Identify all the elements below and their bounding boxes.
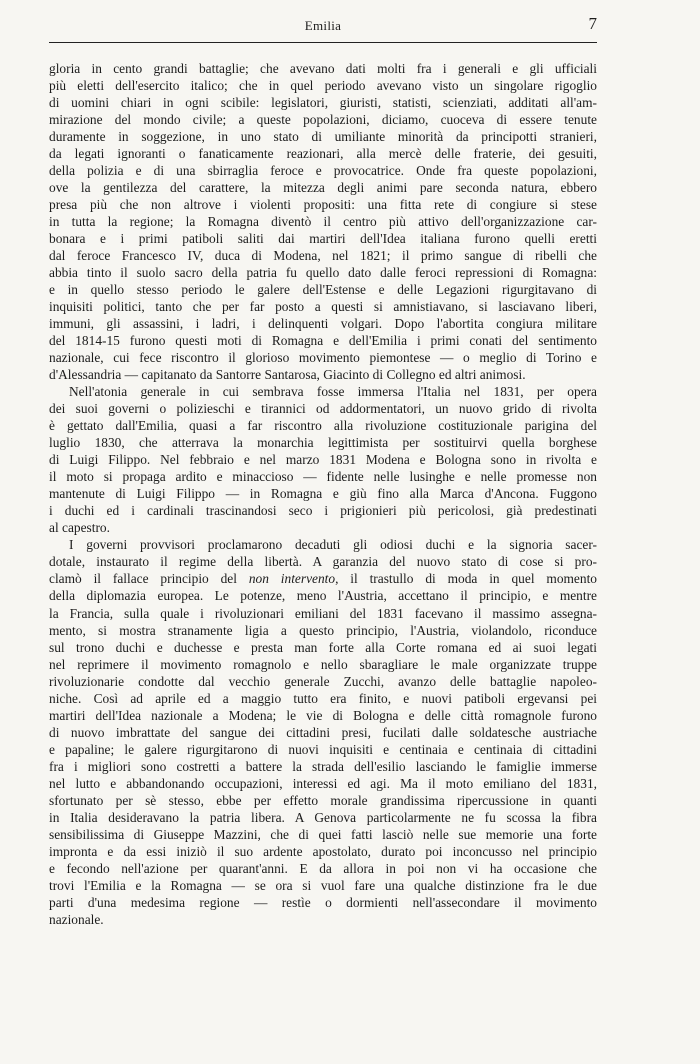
text-line: di Luigi Filippo. Nel febbraio e nel marzo 1831 Modena e Bologna sono in rivolta e [49,452,597,468]
text-line: è gettato dall'Emilia, quasi a far riscontro alla rivoluzione costituzionale parigina del [49,418,597,434]
text-line: I governi provvisori proclamarono decaduti gli odiosi duchi e la signoria sacer- [69,537,597,553]
text-line: di nuovo imbrattate del sangue dei cittadini presi, fucilati dalle soldatesche austriache [49,724,597,740]
text-line: dal feroce Francesco IV, duca di Modena, nel 1821; il primo sangue di ribelli che [49,248,597,264]
text-line: duramente in soggezione, in uno stato di umiliante minorità da principotti stranieri, [49,129,597,145]
text-line: e fecondo nell'azione per quarant'anni. E da allora in poi non vi ha occasione che [49,860,597,876]
text-line: e in quello stesso periodo le galere dell'Estense e delle Legazioni rigurgitavano di [49,282,597,298]
text-line: inquisiti politici, tanto che per far posto a questi si amnistiavano, si lasciavano liberi, [49,299,597,315]
text-line: immuni, gli assassini, i ladri, i delinquenti volgari. Dopo l'abortita congiura militare [49,316,597,332]
text-line: in tutta la regione; la Romagna diventò il centro più attivo dell'organizzazione car- [49,214,597,230]
text-line: mento, si mostra stranamente ligia a questo principio, l'Austria, violandolo, riconduce [49,622,597,638]
text-line: trovi l'Emilia e la Romagna — se ora si vuol fare una qualche distinzione fra le due [49,877,597,893]
text-line: di uomini chiari in ogni scibile: legislatori, giuristi, statisti, scienziati, additati all'am- [49,95,597,111]
text-line: clamò il fallace principio del non intervento, il trastullo di moda in quel momento [49,571,597,587]
page-number: 7 [588,14,597,33]
text-line: ove la gentilezza del carattere, la mitezza degli animi pare seconda natura, ebbero [49,180,597,196]
text-line: sfortunato per sè stesso, ebbe per effetto morale grandissima ripercussione in quanti [49,792,597,808]
text-line: i duchi ed i cardinali trascinandosi seco i prigionieri più pericolosi, già predestinati [49,503,597,519]
text-line: gloria in cento grandi battaglie; che avevano dati molti fra i generali e gli ufficiali [49,61,597,76]
paragraph [49,536,597,927]
text-line: nel reprimere il movimento romagnolo e nello sbaragliare le male organizzate truppe [49,656,597,672]
text-line: da legati ignoranti o fanaticamente reazionari, alla mercè delle fraterie, dei gesuiti, [49,146,597,162]
text-line: sensibilissima di Giuseppe Mazzini, che di quei fatti lasciò nelle sue memorie una forte [49,826,597,842]
text-line: parti d'una medesima regione — restìe o dormienti nell'assecondare il movimento [49,894,597,910]
text-line: dei suoi governi o polizieschi e tirannici od addormentatori, un nuovo grido di rivolta [49,401,597,417]
text-line: nazionale, cui fece riscontro il glorioso movimento piemontese — o meglio di Torino e [49,350,597,366]
body-text [49,60,597,928]
text-line: luglio 1830, che atterrava la monarchia legittimista per sostituirvi quella borghese [49,435,597,451]
text-line: e papaline; le galere rigurgitarono di nuovi inquisiti e centinaia e centinaia di cittadini [49,741,597,757]
running-header [49,14,597,40]
text-line: Nell'atonia generale in cui sembrava fosse immersa l'Italia nel 1831, per opera [69,384,597,400]
text-line: presa più che non altrove i violenti propositi: una fitta rete di congiure si stese [49,197,597,213]
italic-phrase: non intervento [248,571,336,587]
text-line: impronta e da essi iniziò il suo ardente apostolato, durato poi inconcusso nel principio [49,843,597,859]
text-line: mirazione del mondo civile; a queste popolazioni, diciamo, cuoceva di essere tenute [49,112,597,128]
text-line: nazionale. [49,911,104,927]
text-line: fra i migliori sono costretti a battere la strada dell'esilio lasciando le famiglie immerse [49,758,597,774]
text-line: d'Alessandria — capitanato da Santorre Santarosa, Giacinto di Collegno ed altri animosi. [49,367,526,383]
text-line: dotale, instaurato il regime della libertà. A garanzia del nuovo stato di cose si pro- [49,554,597,570]
text-line: nel lutto e abbandonando occupazioni, interessi ed agi. Ma il moto emiliano del 1831, [49,775,597,791]
text-line: il moto si propaga ardito e minaccioso — fidente nelle lusinghe e nelle promesse non [49,469,597,485]
text-line: della diplomazia europea. Le potenze, meno l'Austria, accettano il principio, e mentre [49,588,597,604]
running-title: Emilia [304,18,342,33]
text-line: mantenute di Luigi Filippo — in Romagna e giù fino alla Marca d'Ancona. Fuggono [49,486,597,502]
text-line: più eletti dell'esercito italico; che in quel periodo avevano visto un singolare rigoglio [49,78,597,94]
text-line: in Italia desideravano la patria libera. A Genova particolarmente ne fu scossa la fibra [49,809,597,825]
text-line: la Francia, sulla quale i rivoluzionari emiliani del 1831 facevano il massimo assegna- [49,605,597,621]
text-line: sul trono duchi e duchesse e presta man forte alla Corte romana ed ai suoi legati [49,639,597,655]
paragraph [49,60,597,383]
text-line: al capestro. [49,520,110,536]
text-line: bonara e i primi patiboli saliti dai martiri dell'Idea italiana furono quelli eretti [49,231,597,247]
text-line: del 1814-15 furono questi moti di Romagna e dell'Emilia i primi conati del sentimento [49,333,597,349]
text-line: della polizia e di una sbirraglia feroce e provocatrice. Onde fra queste popolazioni, [49,163,597,179]
text-line: abbia tinto il suolo sacro della patria fu quello dato dalle feroci repressioni di Romagna: [49,265,597,281]
text-line: rivoluzionarie condotte dal vecchio generale Zucchi, avanzo delle battaglie napoleo- [49,673,597,689]
header-rule [49,42,597,43]
text-line: martiri dell'Idea nazionale a Modena; le vie di Bologna e delle città romagnole furono [49,707,597,723]
paragraph [49,383,597,536]
text-line: niche. Così ad aprile ed a maggio tutto era finito, e nuovi patiboli ergevansi pei [49,690,597,706]
